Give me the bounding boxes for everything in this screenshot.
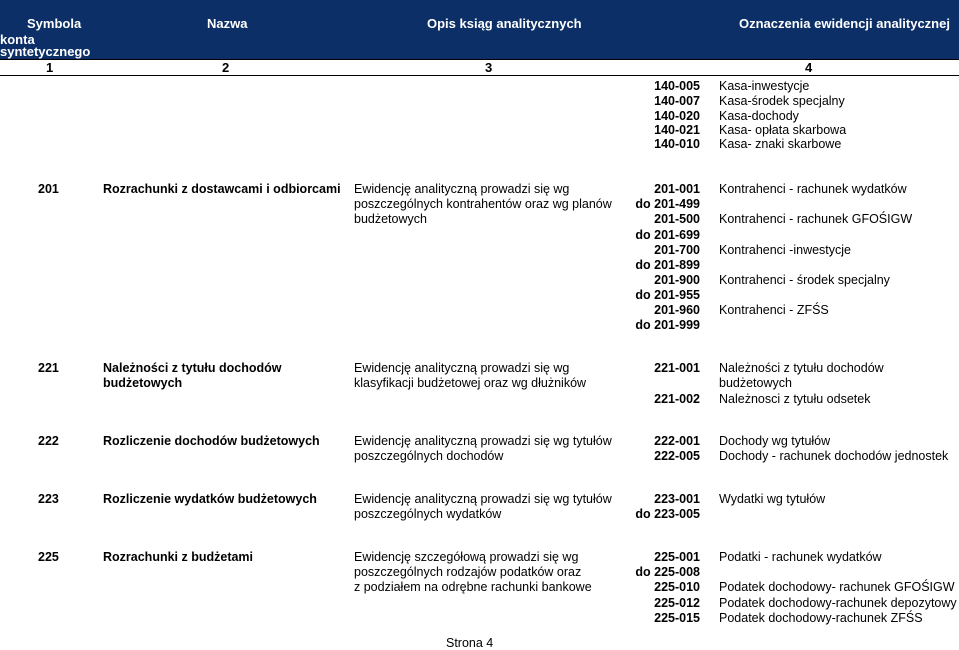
column-number-row	[0, 59, 959, 76]
account-name: Należności z tytułu dochodów	[103, 361, 282, 375]
kasa-desc: Kasa- znaki skarbowe	[719, 137, 842, 151]
account-opis: Ewidencję analityczną prowadzi się wg tytułów	[354, 434, 612, 448]
account-code: 225-012	[654, 596, 700, 610]
account-code: 221-001	[654, 361, 700, 375]
account-desc: Dochody - rachunek dochodów jednostek	[719, 449, 949, 463]
account-desc: Kontrahenci - środek specjalny	[719, 273, 890, 287]
kasa-desc: Kasa-inwestycje	[719, 79, 810, 93]
account-code: do 201-899	[635, 258, 700, 272]
account-desc: Należnosci z tytułu odsetek	[719, 392, 871, 406]
account-name: Rozrachunki z dostawcami i odbiorcami	[103, 182, 341, 196]
account-opis: Ewidencję szczegółową prowadzi się wg	[354, 550, 579, 564]
account-opis: Ewidencję analityczną prowadzi się wg tytułów	[354, 492, 612, 506]
account-code: 201-900	[654, 273, 700, 287]
account-desc: Podatek dochodowy- rachunek GFOŚIGW	[719, 580, 955, 594]
account-opis: poszczególnych dochodów	[354, 449, 504, 463]
col-num-4: 4	[805, 60, 813, 75]
account-desc: Wydatki wg tytułów	[719, 492, 826, 506]
kasa-desc: Kasa-dochody	[719, 109, 799, 123]
col-num-2: 2	[222, 60, 230, 75]
account-desc: budżetowych	[719, 376, 792, 390]
account-opis: klasyfikacji budżetowej oraz wg dłużników	[354, 376, 587, 390]
account-opis: budżetowych	[354, 212, 427, 226]
kasa-code: 140-005	[654, 79, 700, 93]
account-symbol: 223	[38, 492, 59, 506]
kasa-code: 140-021	[654, 123, 700, 137]
account-name: Rozliczenie dochodów budżetowych	[103, 434, 320, 448]
account-desc: Kontrahenci - rachunek GFOŚIGW	[719, 212, 913, 226]
account-code: 201-001	[654, 182, 700, 196]
account-opis: z podziałem na odrębne rachunki bankowe	[354, 580, 592, 594]
account-code: do 225-008	[635, 565, 700, 579]
kasa-desc: Kasa- opłata skarbowa	[719, 123, 847, 137]
account-desc: Podatek dochodowy-rachunek ZFŚS	[719, 611, 923, 625]
account-name: Rozliczenie wydatków budżetowych	[103, 492, 317, 506]
account-symbol: 221	[38, 361, 59, 375]
account-symbol: 201	[38, 182, 59, 196]
account-name: Rozrachunki z budżetami	[103, 550, 254, 564]
account-code: 225-010	[654, 580, 700, 594]
header-symbol-line3: syntetycznego	[0, 44, 91, 59]
kasa-code: 140-020	[654, 109, 700, 123]
kasa-desc: Kasa-środek specjalny	[719, 94, 845, 108]
account-opis: poszczególnych kontrahentów oraz wg planów	[354, 197, 612, 211]
account-code: 201-500	[654, 212, 700, 226]
account-code: do 201-699	[635, 228, 700, 242]
account-desc: Kontrahenci - rachunek wydatków	[719, 182, 907, 196]
account-desc: Należności z tytułu dochodów	[719, 361, 884, 375]
account-symbol: 225	[38, 550, 59, 564]
account-code: 201-960	[654, 303, 700, 317]
account-desc: Podatki - rachunek wydatków	[719, 550, 882, 564]
page-number: Strona 4	[446, 636, 494, 650]
header-opis: Opis ksiąg analitycznych	[427, 16, 582, 31]
account-code: do 223-005	[635, 507, 700, 521]
account-code: 225-015	[654, 611, 700, 625]
account-desc: Dochody wg tytułów	[719, 434, 831, 448]
header-symbol-line1: Symbola	[27, 16, 82, 31]
account-code: 201-700	[654, 243, 700, 257]
account-opis: Ewidencję analityczną prowadzi się wg	[354, 361, 570, 375]
account-code: do 201-499	[635, 197, 700, 211]
account-symbol: 222	[38, 434, 59, 448]
account-desc: Podatek dochodowy-rachunek depozytowy	[719, 596, 957, 610]
col-num-1: 1	[46, 60, 54, 75]
account-code: 221-002	[654, 392, 700, 406]
account-code: 222-005	[654, 449, 700, 463]
account-opis: poszczególnych rodzajów podatków oraz	[354, 565, 582, 579]
header-symbol-line2: konta	[0, 32, 35, 47]
account-opis: Ewidencję analityczną prowadzi się wg	[354, 182, 570, 196]
account-code: 222-001	[654, 434, 700, 448]
kasa-code: 140-007	[654, 94, 700, 108]
account-code: do 201-999	[635, 318, 700, 332]
account-code: do 201-955	[635, 288, 700, 302]
col-num-3: 3	[485, 60, 493, 75]
account-desc: Kontrahenci - ZFŚS	[719, 303, 829, 317]
table-header	[0, 0, 959, 76]
header-name: Nazwa	[207, 16, 248, 31]
account-opis: poszczególnych wydatków	[354, 507, 502, 521]
account-desc: Kontrahenci -inwestycje	[719, 243, 852, 257]
account-code: 223-001	[654, 492, 700, 506]
kasa-code: 140-010	[654, 137, 700, 151]
header-oznaczenia: Oznaczenia ewidencji analitycznej	[739, 16, 950, 31]
account-name: budżetowych	[103, 376, 183, 390]
account-code: 225-001	[654, 550, 700, 564]
